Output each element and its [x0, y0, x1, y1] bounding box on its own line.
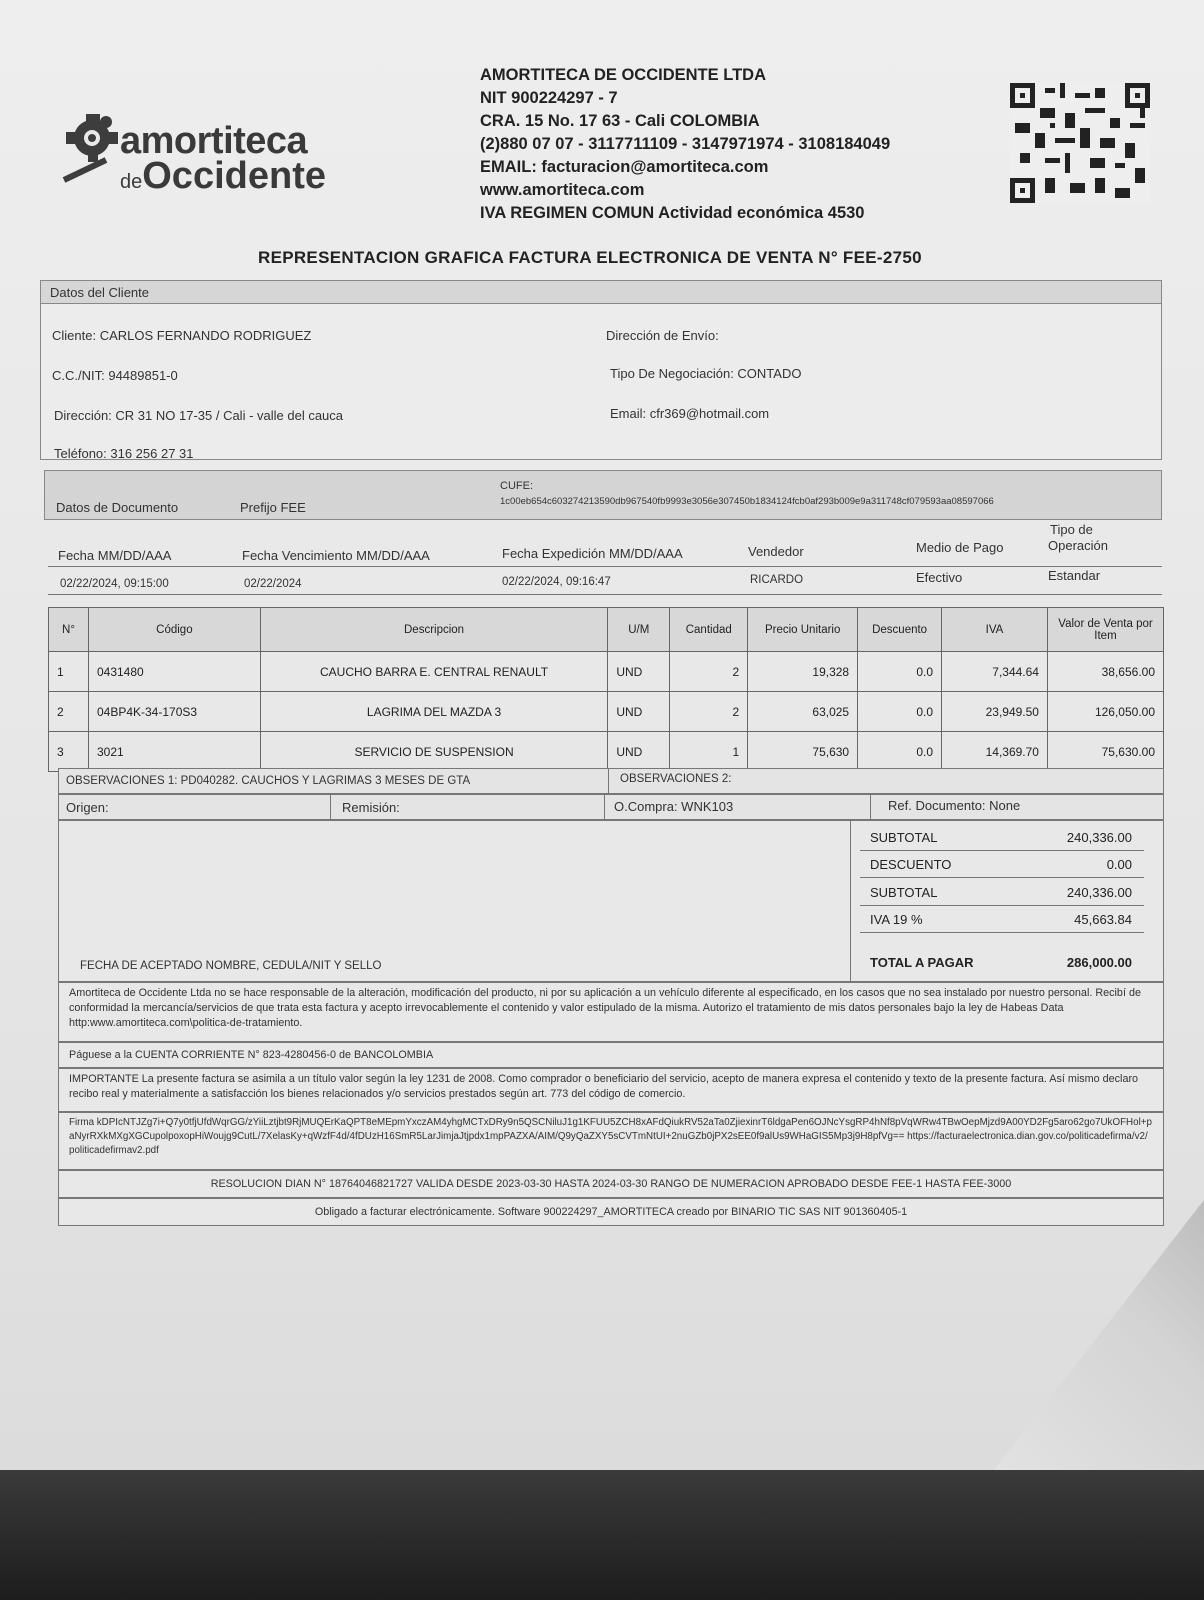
client-section — [40, 280, 1162, 460]
doc-issue-value: 02/22/2024, 09:16:47 — [502, 576, 611, 588]
company-info — [480, 64, 890, 225]
doc-issue-header: Fecha Expedición MM/DD/AAA — [502, 546, 683, 561]
doc-divider — [48, 566, 1162, 567]
doc-payment-header: Medio de Pago — [916, 540, 1004, 555]
cufe-value: 1c00eb654c603274213590db967540fb9993e3056e307450b1834124fcb0af293b009e9a311748cf079593aa08597066 — [500, 496, 994, 507]
cell-code: 0431480 — [88, 652, 260, 692]
cell-unit: UND — [608, 732, 670, 772]
totals-divider — [860, 877, 1144, 878]
iva-row: IVA 19 % 45,663.84 — [870, 912, 1132, 927]
col-header-unit-price: Precio Unitario — [748, 608, 858, 652]
company-name: AMORTITECA DE OCCIDENTE LTDA — [480, 66, 766, 84]
obs-divider — [608, 768, 609, 794]
cell-description: SERVICIO DE SUSPENSION — [260, 732, 608, 772]
origin-divider-2 — [604, 794, 605, 820]
cell-discount: 0.0 — [858, 652, 942, 692]
table-row — [49, 732, 1164, 772]
col-header-n: N° — [49, 608, 89, 652]
client-phone: Teléfono: 316 256 27 31 — [54, 446, 194, 461]
doc-due-header: Fecha Vencimiento MM/DD/AAA — [242, 548, 430, 563]
subtotal-2-row: SUBTOTAL 240,336.00 — [870, 885, 1132, 900]
client-header-label: Datos del Cliente — [50, 285, 149, 300]
col-header-item-total: Valor de Venta por Item — [1047, 608, 1163, 652]
subtotal-row: SUBTOTAL 240,336.00 — [870, 830, 1132, 845]
cell-unit-price: 19,328 — [748, 652, 858, 692]
total-row: TOTAL A PAGAR 286,000.00 — [870, 955, 1132, 970]
doc-date-header: Fecha MM/DD/AAA — [58, 548, 172, 563]
cell-unit: UND — [608, 692, 670, 732]
items-table — [48, 607, 1164, 772]
payment-instruction: Páguese a la CUENTA CORRIENTE N° 823-4280456-0 de BANCOLOMBIA — [58, 1042, 1164, 1068]
cell-n: 1 — [49, 652, 89, 692]
totals-divider — [860, 850, 1144, 851]
digital-signature: Firma kDPIcNTJZg7i+Q7y0tfjUfdWqrGG/zYiiLztjbt9RjMUQErKaQPT8eMEpmYxczAM4yhgMCTxDRy9n5QSCNiluJ1g1KFUU5ZCH8xAFdQiukRV52aTa0ZjiexinrT6ldgaPen6OJNcYsgRP4hNf8pVqWRw4TBwOepMjzd9A00YD2Fg5aro62go7UkOFHol+paNyrRXkMXgXGCupolpoxopHiWoujg9CutL/7XelasKy+qWzfF4d/4fDUzH16SmR5LarJimjaJtjpdx1mpPAZXA/AIM/Q9yQaZXY5sCVTmNtUI+2nuGZb0jPX2sEE0f9alUs9WHaGIS5Mp3j9H8pfVg== https://facturaelectronica.dian.gov.co/politicadefirma/v2/politicadefirmav2.pdf — [58, 1112, 1164, 1170]
company-web: www.amortiteca.com — [480, 181, 645, 199]
cell-item-total: 75,630.00 — [1047, 732, 1163, 772]
col-header-code: Código — [88, 608, 260, 652]
invoice-title: REPRESENTACION GRAFICA FACTURA ELECTRONICA DE VENTA N° FEE-2750 — [258, 248, 922, 267]
client-email: Email: cfr369@hotmail.com — [610, 406, 770, 421]
document-label: Datos de Documento — [56, 500, 179, 515]
cell-iva: 14,369.70 — [942, 732, 1048, 772]
cell-code: 04BP4K-34-170S3 — [88, 692, 260, 732]
cell-unit-price: 63,025 — [748, 692, 858, 732]
doc-optype-header-2: Operación — [1048, 538, 1108, 553]
purchase-order: O.Compra: WNK103 — [614, 799, 734, 814]
reference-document: Ref. Documento: None — [888, 798, 1021, 813]
table-row — [49, 652, 1164, 692]
doc-divider-2 — [48, 594, 1162, 595]
qr-code-icon — [1010, 82, 1150, 204]
client-section-header — [40, 280, 1162, 304]
cell-iva: 23,949.50 — [942, 692, 1048, 732]
client-id: C.C./NIT: 94489851-0 — [52, 368, 178, 383]
observations-1: OBSERVACIONES 1: PD040282. CAUCHOS Y LAGRIMAS 3 MESES DE GTA — [66, 775, 471, 787]
important-text: IMPORTANTE La presente factura se asimila a un título valor según la ley 1231 de 2008. Como comprador o beneficiario del servicio, acepto de manera expresa el contenido y texto de la presente factura. Así mismo declaro recibo real y materialmente a satisfacción los bienes relacionados y/o servicios prestados según art. 773 del código de comercio. — [58, 1068, 1164, 1112]
cell-quantity: 2 — [670, 692, 748, 732]
disclaimer-text: Amortiteca de Occidente Ltda no se hace responsable de la alteración, modificación del producto, ni por su aplicación a un vehículo diferente al especificado, en los casos que no sea instalado por nuestro personal. Recibí de conformidad la mercancía/servicios de que trata esta factura y acepto irrevocablemente el contenido y valor estipulado de la misma. Autorizo el tratamiento de mis datos personales bajo la ley de Habeas Data http:www.amortiteca.com\politica-de-tratamiento. — [58, 982, 1164, 1042]
doc-date-value: 02/22/2024, 09:15:00 — [60, 578, 169, 590]
document-prefix: Prefijo FEE — [240, 500, 306, 515]
client-ship-address: Dirección de Envío: — [606, 328, 719, 343]
doc-optype-value: Estandar — [1048, 568, 1101, 583]
client-name: Cliente: CARLOS FERNANDO RODRIGUEZ — [52, 328, 312, 343]
company-nit: NIT 900224297 - 7 — [480, 89, 618, 107]
company-address: CRA. 15 No. 17 63 - Cali COLOMBIA — [480, 112, 760, 130]
doc-seller-header: Vendedor — [748, 544, 804, 559]
table-row — [49, 692, 1164, 732]
cell-discount: 0.0 — [858, 692, 942, 732]
doc-seller-value: RICARDO — [750, 574, 804, 586]
logo-wordmark: amortiteca — [120, 120, 308, 162]
cell-unit-price: 75,630 — [748, 732, 858, 772]
cell-iva: 7,344.64 — [942, 652, 1048, 692]
cufe-label: CUFE: — [500, 480, 533, 492]
table-header-row — [49, 608, 1164, 652]
col-header-unit: U/M — [608, 608, 670, 652]
totals-divider — [860, 905, 1144, 906]
col-header-discount: Descuento — [858, 608, 942, 652]
totals-divider — [860, 932, 1144, 933]
acceptance-label: FECHA DE ACEPTADO NOMBRE, CEDULA/NIT Y SELLO — [80, 960, 382, 972]
cell-n: 3 — [49, 732, 89, 772]
origin-divider-3 — [870, 794, 871, 820]
cell-unit: UND — [608, 652, 670, 692]
cell-n: 2 — [49, 692, 89, 732]
cell-item-total: 126,050.00 — [1047, 692, 1163, 732]
doc-payment-value: Efectivo — [916, 570, 963, 585]
dian-resolution: RESOLUCION DIAN N° 18764046821727 VALIDA DESDE 2023-03-30 HASTA 2024-03-30 RANGO DE NUMERACION APROBADO DESDE FEE-1 HASTA FEE-3000 — [58, 1170, 1164, 1198]
cell-description: LAGRIMA DEL MAZDA 3 — [260, 692, 608, 732]
cell-discount: 0.0 — [858, 732, 942, 772]
cell-item-total: 38,656.00 — [1047, 652, 1163, 692]
observations-2: OBSERVACIONES 2: — [620, 773, 732, 785]
software-info: Obligado a facturar electrónicamente. Software 900224297_AMORTITECA creado por BINARIO TIC SAS NIT 901360405-1 — [58, 1198, 1164, 1226]
origin-divider-1 — [330, 794, 331, 820]
company-email: EMAIL: facturacion@amortiteca.com — [480, 158, 769, 176]
client-address: Dirección: CR 31 NO 17-35 / Cali - valle del cauca — [54, 408, 344, 423]
document-section — [44, 470, 1162, 520]
company-phones: (2)880 07 07 - 3117711109 - 3147971974 - 3108184049 — [480, 135, 891, 153]
cell-code: 3021 — [88, 732, 260, 772]
col-header-description: Descripcion — [260, 608, 608, 652]
col-header-iva: IVA — [942, 608, 1048, 652]
doc-due-value: 02/22/2024 — [244, 578, 302, 590]
client-negotiation: Tipo De Negociación: CONTADO — [610, 366, 802, 381]
doc-optype-header-1: Tipo de — [1050, 522, 1093, 537]
logo-wordmark-2: deOccidente — [120, 155, 326, 197]
cell-quantity: 1 — [670, 732, 748, 772]
company-regime: IVA REGIMEN COMUN Actividad económica 4530 — [480, 204, 865, 222]
cell-quantity: 2 — [670, 652, 748, 692]
remission-label: Remisión: — [342, 800, 400, 815]
cell-description: CAUCHO BARRA E. CENTRAL RENAULT — [260, 652, 608, 692]
background-surface — [0, 1470, 1204, 1600]
col-header-quantity: Cantidad — [670, 608, 748, 652]
origin-label: Origen: — [66, 800, 109, 815]
discount-row: DESCUENTO 0.00 — [870, 857, 1132, 872]
